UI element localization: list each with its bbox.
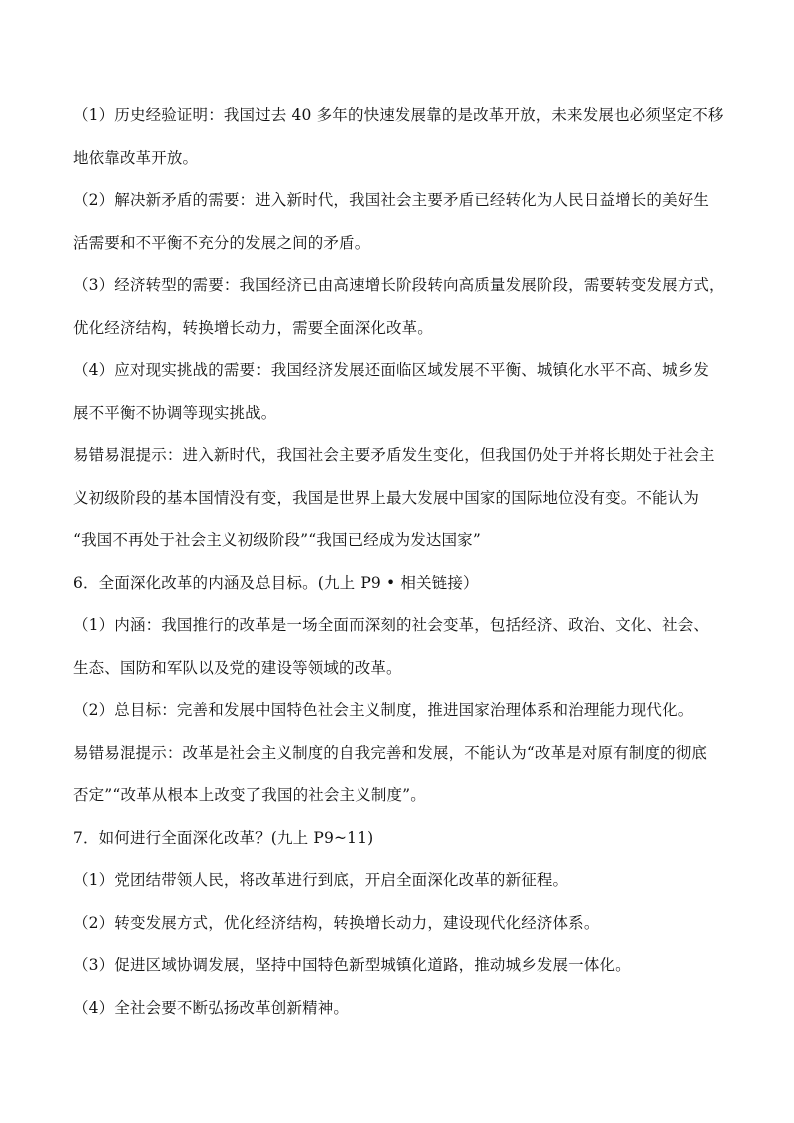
text-line: （1）历史经验证明：我国过去 40 多年的快速发展靠的是改革开放，未来发展也必须坚定不移 (73, 106, 724, 124)
text-line: （3）经济转型的需要：我国经济已由高速增长阶段转向高质量发展阶段，需要转变发展方式， (73, 276, 725, 294)
text-line: （2）解决新矛盾的需要：进入新时代，我国社会主要矛盾已经转化为人民日益增长的美好生 (73, 191, 710, 209)
text-line: （4）全社会要不断弘扬改革创新精神。 (73, 999, 350, 1017)
text-line: 易错易混提示：进入新时代，我国社会主要矛盾发生变化，但我国仍处于并将长期处于社会主 (73, 446, 715, 464)
text-line: （3）促进区域协调发展，坚持中国特色新型城镇化道路，推动城乡发展一体化。 (73, 956, 631, 974)
text-line: （2）转变发展方式，优化经济结构，转换增长动力，建设现代化经济体系。 (73, 914, 600, 932)
text-line: 易错易混提示：改革是社会主义制度的自我完善和发展，不能认为“改革是对原有制度的彻底 (73, 744, 708, 762)
text-line: （2）总目标：完善和发展中国特色社会主义制度，推进国家治理体系和治理能力现代化。 (73, 701, 694, 719)
text-line: 生态、国防和军队以及党的建设等领域的改革。 (73, 659, 402, 677)
text-line: 地依靠改革开放。 (73, 149, 199, 167)
text-line: 义初级阶段的基本国情没有变，我国是世界上最大发展中国家的国际地位没有变。不能认为 (73, 489, 700, 507)
text-line: 展不平衡不协调等现实挑战。 (73, 404, 277, 422)
text-line: （1）内涵：我国推行的改革是一场全面而深刻的社会变革，包括经济、政治、文化、社会、 (73, 616, 710, 634)
text-line: （4）应对现实挑战的需要：我国经济发展还面临区域发展不平衡、城镇化水平不高、城乡发 (73, 361, 710, 379)
text-line: 否定”“改革从根本上改变了我国的社会主义制度”。 (73, 786, 426, 804)
text-line: 活需要和不平衡不充分的发展之间的矛盾。 (73, 234, 371, 252)
text-line: 优化经济结构，转换增长动力，需要全面深化改革。 (73, 319, 433, 337)
text-line: （1）党团结带领人民，将改革进行到底，开启全面深化改革的新征程。 (73, 871, 569, 889)
text-line: “我国不再处于社会主义初级阶段”“我国已经成为发达国家” (73, 531, 481, 549)
section-heading: 7．如何进行全面深化改革？(九上 P9~11) (73, 829, 374, 847)
section-heading: 6．全面深化改革的内涵及总目标。(九上 P9 • 相关链接） (73, 574, 479, 592)
